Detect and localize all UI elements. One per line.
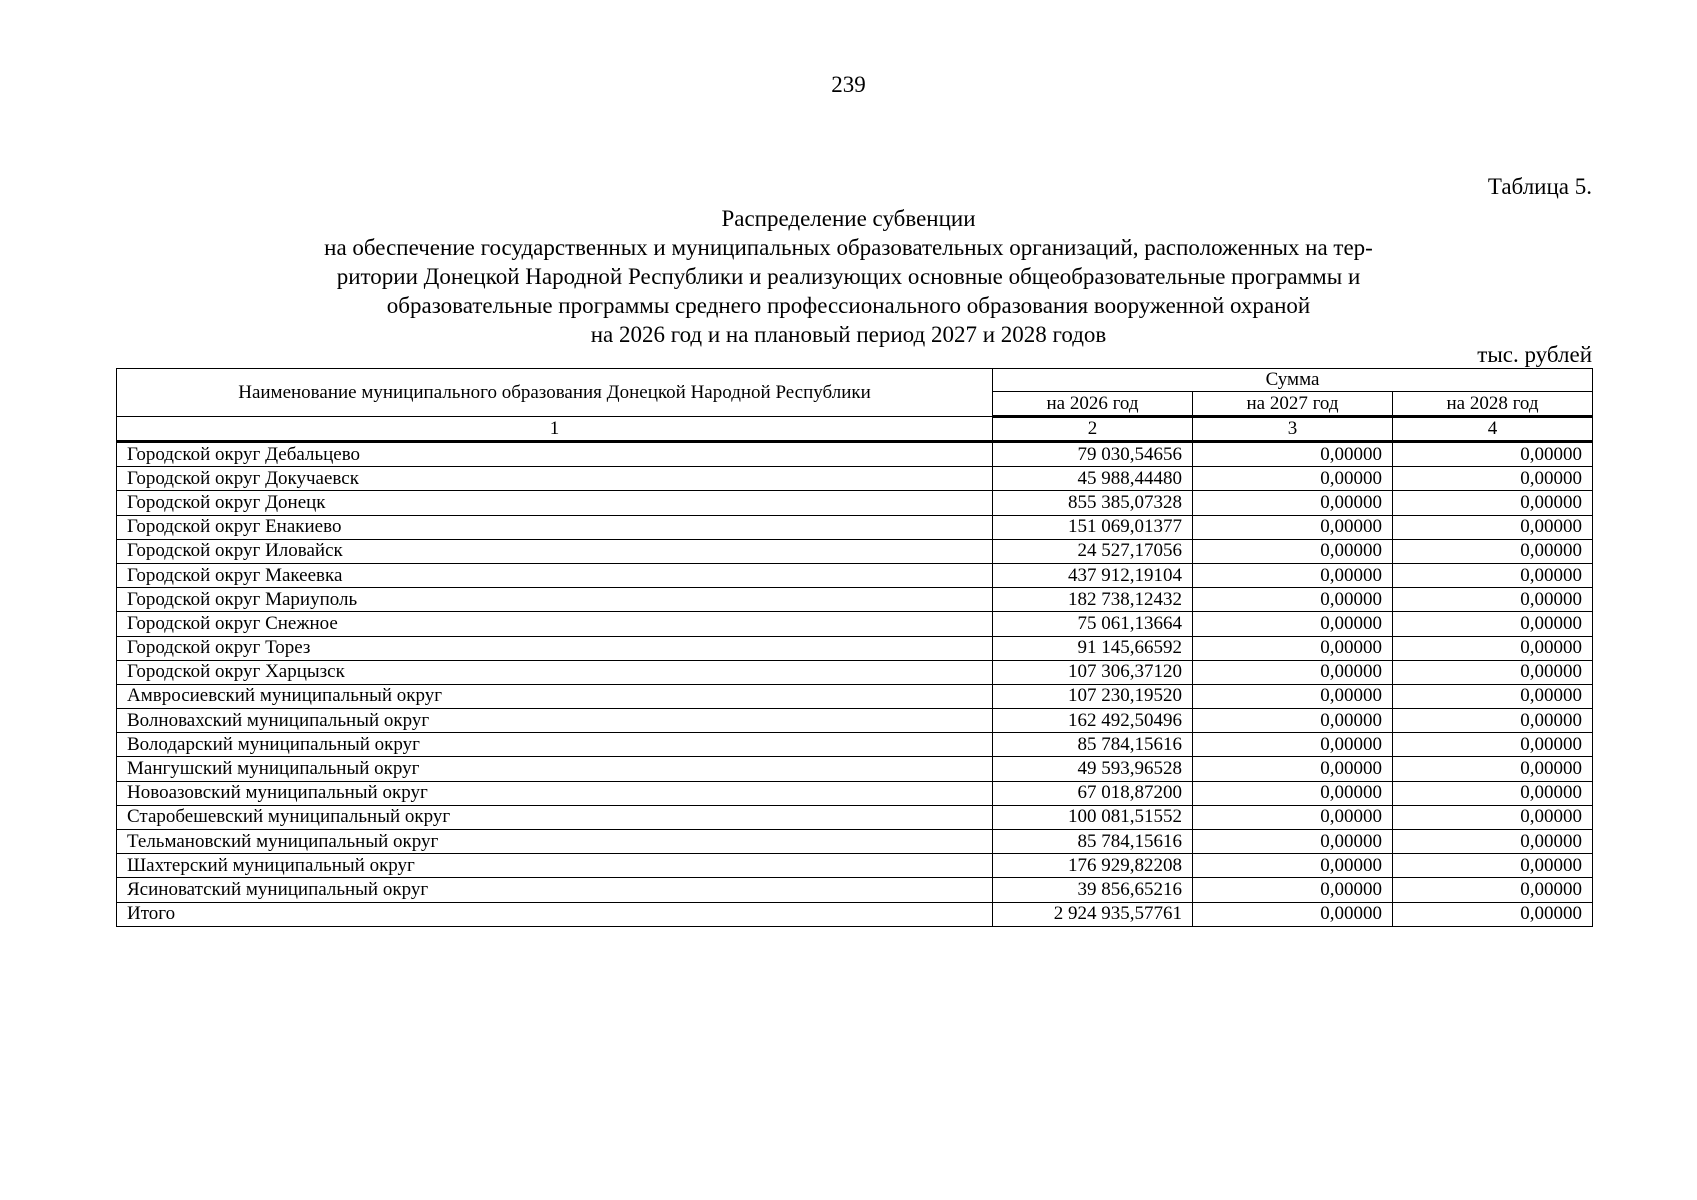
municipality-name: Городской округ Харцызск bbox=[117, 660, 993, 684]
amount-2028: 0,00000 bbox=[1393, 588, 1593, 612]
table-row bbox=[117, 539, 1593, 563]
header-sum: Сумма bbox=[993, 369, 1593, 392]
page-number: 239 bbox=[831, 72, 866, 97]
municipality-name: Городской округ Докучаевск bbox=[117, 467, 993, 491]
column-number: 3 bbox=[1193, 417, 1393, 442]
amount-2027: 0,00000 bbox=[1193, 733, 1393, 757]
amount-2028: 0,00000 bbox=[1393, 709, 1593, 733]
table-row bbox=[117, 757, 1593, 781]
title-line: Распределение субвенции bbox=[721, 206, 976, 231]
municipality-name: Городской округ Енакиево bbox=[117, 515, 993, 539]
amount-2026: 49 593,96528 bbox=[993, 757, 1193, 781]
amount-2027: 0,00000 bbox=[1193, 491, 1393, 515]
municipality-name: Амвросиевский муниципальный округ bbox=[117, 684, 993, 708]
amount-2028: 0,00000 bbox=[1393, 539, 1593, 563]
table-label: Таблица 5. bbox=[1487, 174, 1592, 199]
amount-2027: 0,00000 bbox=[1193, 636, 1393, 660]
table-row bbox=[117, 830, 1593, 854]
amount-2027: 0,00000 bbox=[1193, 515, 1393, 539]
municipality-name: Городской округ Снежное bbox=[117, 612, 993, 636]
municipality-name: Волновахский муниципальный округ bbox=[117, 709, 993, 733]
amount-2026: 39 856,65216 bbox=[993, 878, 1193, 902]
amount-2027: 0,00000 bbox=[1193, 902, 1393, 926]
amount-2028: 0,00000 bbox=[1393, 733, 1593, 757]
amount-2028: 0,00000 bbox=[1393, 515, 1593, 539]
amount-2026: 100 081,51552 bbox=[993, 805, 1193, 829]
amount-2027: 0,00000 bbox=[1193, 684, 1393, 708]
amount-2028: 0,00000 bbox=[1393, 467, 1593, 491]
amount-2028: 0,00000 bbox=[1393, 660, 1593, 684]
amount-2027: 0,00000 bbox=[1193, 878, 1393, 902]
amount-2026: 107 306,37120 bbox=[993, 660, 1193, 684]
table-row bbox=[117, 563, 1593, 587]
municipality-name: Мангушский муниципальный округ bbox=[117, 757, 993, 781]
municipality-name: Городской округ Иловайск bbox=[117, 539, 993, 563]
amount-2027: 0,00000 bbox=[1193, 563, 1393, 587]
table-row bbox=[117, 491, 1593, 515]
amount-2026: 75 061,13664 bbox=[993, 612, 1193, 636]
table-row bbox=[117, 805, 1593, 829]
municipality-name: Городской округ Мариуполь bbox=[117, 588, 993, 612]
amount-2026: 91 145,66592 bbox=[993, 636, 1193, 660]
title-line: образовательные программы среднего профессионального образования вооруженной охраной bbox=[386, 293, 1311, 318]
header-year-2027: на 2027 год bbox=[1193, 392, 1393, 417]
amount-2026: 45 988,44480 bbox=[993, 467, 1193, 491]
amount-2028: 0,00000 bbox=[1393, 854, 1593, 878]
table-row bbox=[117, 781, 1593, 805]
amount-2028: 0,00000 bbox=[1393, 612, 1593, 636]
amount-2027: 0,00000 bbox=[1193, 830, 1393, 854]
table-row bbox=[117, 660, 1593, 684]
amount-2028: 0,00000 bbox=[1393, 636, 1593, 660]
table-row bbox=[117, 515, 1593, 539]
municipality-name: Новоазовский муниципальный округ bbox=[117, 781, 993, 805]
amount-2027: 0,00000 bbox=[1193, 442, 1393, 467]
amount-2028: 0,00000 bbox=[1393, 902, 1593, 926]
column-number: 1 bbox=[117, 417, 993, 442]
amount-2026: 2 924 935,57761 bbox=[993, 902, 1193, 926]
municipality-name: Городской округ Донецк bbox=[117, 491, 993, 515]
header-year-2028: на 2028 год bbox=[1393, 392, 1593, 417]
amount-2026: 67 018,87200 bbox=[993, 781, 1193, 805]
municipality-name: Городской округ Макеевка bbox=[117, 563, 993, 587]
amount-2026: 162 492,50496 bbox=[993, 709, 1193, 733]
table-row bbox=[117, 854, 1593, 878]
table-title bbox=[240, 204, 1457, 349]
amount-2026: 24 527,17056 bbox=[993, 539, 1193, 563]
title-line: на обеспечение государственных и муниципальных образовательных организаций, расположенных на тер- bbox=[324, 235, 1373, 260]
table-row bbox=[117, 467, 1593, 491]
amount-2027: 0,00000 bbox=[1193, 805, 1393, 829]
municipality-name: Володарский муниципальный округ bbox=[117, 733, 993, 757]
table-row bbox=[117, 588, 1593, 612]
amount-2028: 0,00000 bbox=[1393, 442, 1593, 467]
column-number-row bbox=[117, 417, 1593, 442]
table-row bbox=[117, 442, 1593, 467]
title-line: ритории Донецкой Народной Республики и реализующих основные общеобразовательные программы и bbox=[336, 264, 1361, 289]
amount-2028: 0,00000 bbox=[1393, 781, 1593, 805]
municipality-name: Старобешевский муниципальный округ bbox=[117, 805, 993, 829]
amount-2027: 0,00000 bbox=[1193, 781, 1393, 805]
amount-2027: 0,00000 bbox=[1193, 757, 1393, 781]
municipality-name: Городской округ Торез bbox=[117, 636, 993, 660]
amount-2028: 0,00000 bbox=[1393, 491, 1593, 515]
amount-2028: 0,00000 bbox=[1393, 878, 1593, 902]
amount-2026: 85 784,15616 bbox=[993, 830, 1193, 854]
table-row bbox=[117, 709, 1593, 733]
amount-2027: 0,00000 bbox=[1193, 539, 1393, 563]
table-row bbox=[117, 733, 1593, 757]
amount-2028: 0,00000 bbox=[1393, 757, 1593, 781]
amount-2027: 0,00000 bbox=[1193, 467, 1393, 491]
amount-2027: 0,00000 bbox=[1193, 709, 1393, 733]
amount-2027: 0,00000 bbox=[1193, 612, 1393, 636]
total-row bbox=[117, 902, 1593, 926]
table-row bbox=[117, 612, 1593, 636]
amount-2028: 0,00000 bbox=[1393, 830, 1593, 854]
municipality-name: Итого bbox=[117, 902, 993, 926]
amount-2028: 0,00000 bbox=[1393, 563, 1593, 587]
amount-2026: 85 784,15616 bbox=[993, 733, 1193, 757]
municipality-name: Шахтерский муниципальный округ bbox=[117, 854, 993, 878]
amount-2028: 0,00000 bbox=[1393, 805, 1593, 829]
amount-2026: 855 385,07328 bbox=[993, 491, 1193, 515]
title-line: на 2026 год и на плановый период 2027 и 2028 годов bbox=[590, 322, 1107, 347]
table-row bbox=[117, 878, 1593, 902]
amount-2027: 0,00000 bbox=[1193, 854, 1393, 878]
units-label: тыс. рублей bbox=[1477, 342, 1592, 367]
amount-2028: 0,00000 bbox=[1393, 684, 1593, 708]
column-number: 2 bbox=[993, 417, 1193, 442]
column-number: 4 bbox=[1393, 417, 1593, 442]
header-year-2026: на 2026 год bbox=[993, 392, 1193, 417]
amount-2027: 0,00000 bbox=[1193, 588, 1393, 612]
table-row bbox=[117, 636, 1593, 660]
amount-2027: 0,00000 bbox=[1193, 660, 1393, 684]
amount-2026: 176 929,82208 bbox=[993, 854, 1193, 878]
amount-2026: 107 230,19520 bbox=[993, 684, 1193, 708]
amount-2026: 151 069,01377 bbox=[993, 515, 1193, 539]
municipality-name: Тельмановский муниципальный округ bbox=[117, 830, 993, 854]
municipality-name: Городской округ Дебальцево bbox=[117, 442, 993, 467]
subvention-table bbox=[116, 368, 1593, 927]
municipality-name: Ясиноватский муниципальный округ bbox=[117, 878, 993, 902]
table-row bbox=[117, 684, 1593, 708]
amount-2026: 437 912,19104 bbox=[993, 563, 1193, 587]
header-name: Наименование муниципального образования Донецкой Народной Республики bbox=[117, 369, 993, 417]
amount-2026: 182 738,12432 bbox=[993, 588, 1193, 612]
amount-2026: 79 030,54656 bbox=[993, 442, 1193, 467]
